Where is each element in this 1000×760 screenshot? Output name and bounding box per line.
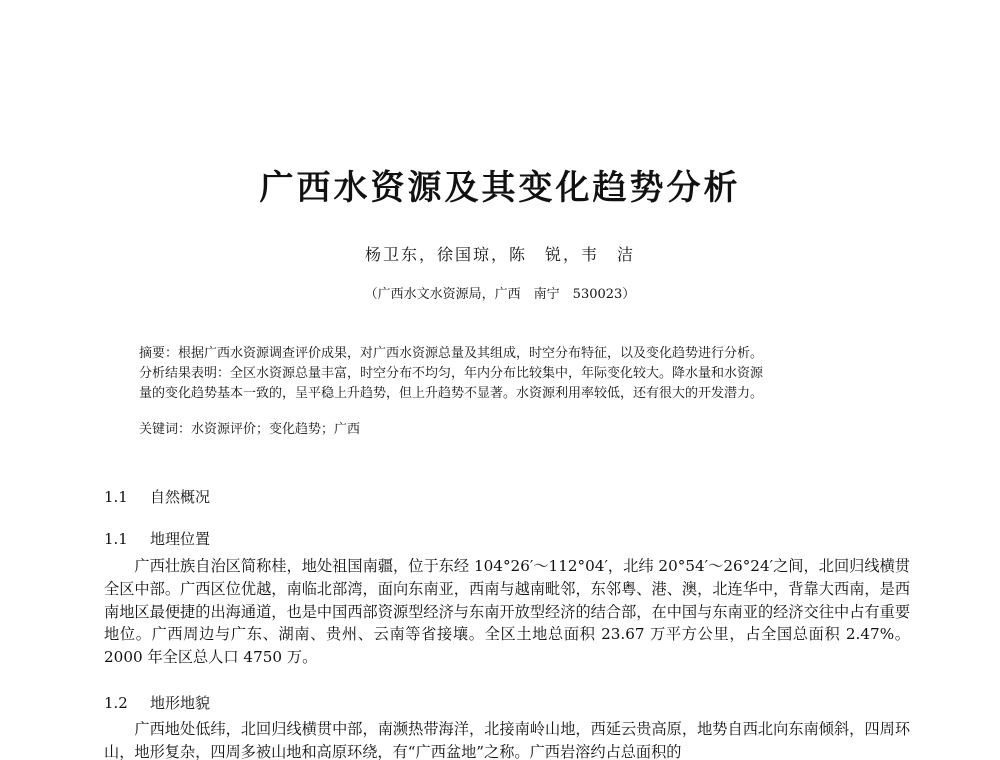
body-paragraph-location <box>104 555 910 669</box>
abstract-line: 分析结果表明：全区水资源总量丰富，时空分布不均匀，年内分布比较集中，年际变化较大。降水量和水资源 <box>139 366 764 381</box>
section-heading-terrain <box>104 692 210 714</box>
author-list: 杨卫东，徐国琼，陈 锐，韦 洁 <box>364 245 635 264</box>
abstract-line: 量的变化趋势基本一致的，呈平稳上升趋势，但上升趋势不显著。水资源利用率较低，还有很大的开发潜力。 <box>139 386 764 401</box>
paper-title: 广西水资源及其变化趋势分析 <box>259 168 741 208</box>
affiliation: （广西水文水资源局，广西 南宁 530023） <box>364 287 636 302</box>
section-number: 1.1 <box>104 488 128 506</box>
abstract <box>139 344 879 404</box>
keywords: 关键词：水资源评价；变化趋势；广西 <box>139 422 361 437</box>
section-number: 1.2 <box>104 694 128 712</box>
paragraph: 广西壮族自治区简称桂，地处祖国南疆，位于东经 104°26′～112°04′，北纬 20°54′～26°24′之间，北回归线横贯全区中部。广西区位优越，南临北部湾，面向东南亚，西南与越南毗邻，东邻粤、港、澳，北连华中，背靠大西南，是西南地区最便捷的出海通道，也是中国西部资源型经济与东南开放型经济的结合部，在中国与东南亚的经济交往中占有重要地位。广西周边与广东、湖南、贵州、云南等省接壤。全区土地总面积 23.67 万平方公里，占全国总面积 2.47%。2000 年全区总人口 4750 万。 <box>104 557 910 667</box>
section-heading-natural-overview <box>104 486 210 508</box>
body-paragraph-terrain <box>104 718 910 760</box>
abstract-line: 摘要：根据广西水资源调查评价成果，对广西水资源总量及其组成，时空分布特征，以及变化趋势进行分析。 <box>139 346 764 361</box>
section-number: 1.1 <box>104 530 128 548</box>
section-title: 自然概况 <box>150 488 211 506</box>
section-heading-location <box>104 528 210 550</box>
section-title: 地理位置 <box>150 530 211 548</box>
section-title: 地形地貌 <box>150 694 211 712</box>
paragraph: 广西地处低纬，北回归线横贯中部，南濒热带海洋，北接南岭山地，西延云贵高原，地势自西北向东南倾斜，四周环山，地形复杂，四周多被山地和高原环绕，有“广西盆地”之称。广西岩溶约占总面积的 <box>104 720 910 760</box>
